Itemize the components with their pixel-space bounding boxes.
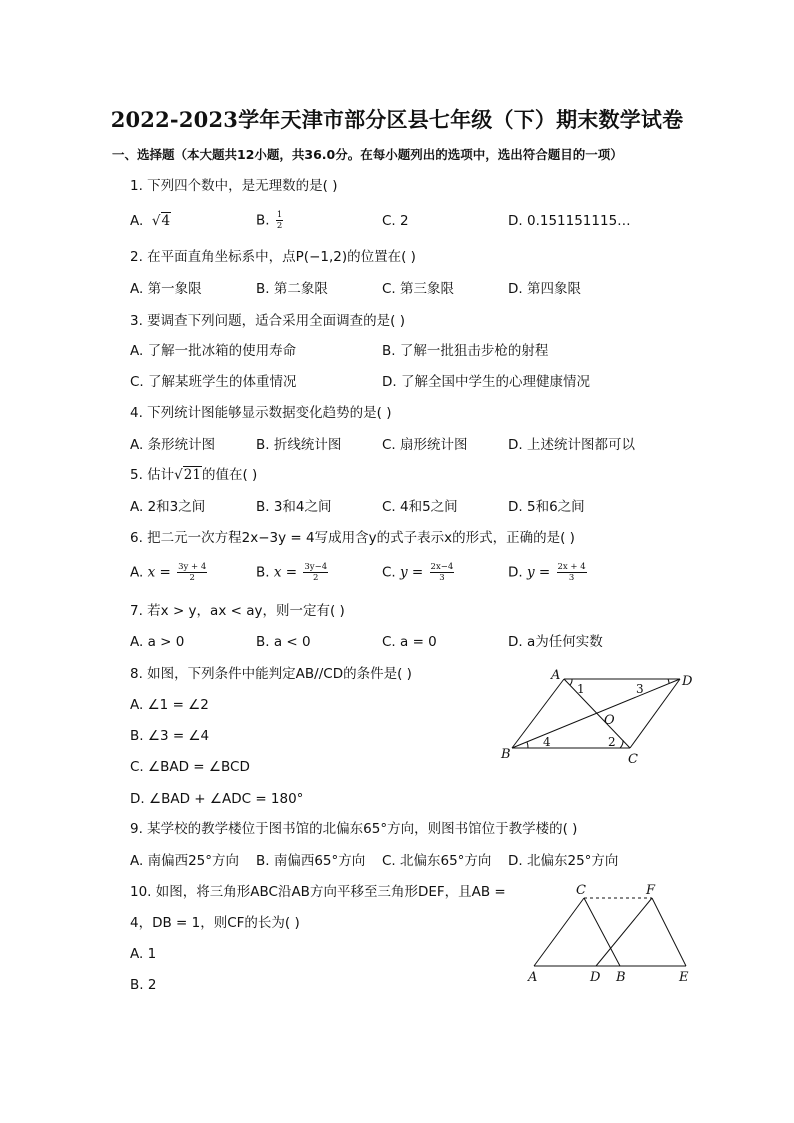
fraction: $\frac{2x-4}{3}$	[430, 562, 454, 583]
q2-option-d: D. 第四象限	[508, 281, 581, 297]
angle-label-2: 2	[608, 735, 616, 749]
q1-option-a: A. √4	[130, 213, 171, 229]
label-c: C	[576, 883, 586, 898]
angle-label-3: 3	[636, 682, 644, 696]
label-a: A	[551, 668, 561, 683]
parallelogram-figure	[498, 664, 702, 770]
question-4-stem: 4. 下列统计图能够显示数据变化趋势的是( )	[130, 405, 392, 421]
translation-figure	[520, 878, 698, 986]
fraction: $\frac{3y + 4}{2}$	[178, 562, 207, 583]
question-7-stem: 7. 若x > y，ax < ay，则一定有( )	[130, 603, 345, 619]
sqrt-expression: √4	[147, 213, 171, 229]
question-10-stem-line-2: 4，DB = 1，则CF的长为( )	[130, 915, 300, 931]
sqrt-expression: √21	[174, 467, 201, 483]
q9-option-b: B. 南偏西65°方向	[256, 853, 366, 869]
q1-option-c: C. 2	[382, 213, 409, 229]
q7-option-b: B. a < 0	[256, 634, 311, 650]
q2-option-b: B. 第二象限	[256, 281, 328, 297]
q10-option-b: B. 2	[130, 977, 157, 993]
q4-option-c: C. 扇形统计图	[382, 437, 468, 453]
label-f: F	[646, 883, 656, 898]
question-6-stem: 6. 把二元一次方程2x−3y = 4写成用含y的式子表示x的形式，正确的是( )	[130, 530, 575, 546]
label-c: C	[628, 752, 638, 767]
q5-option-a: A. 2和3之间	[130, 499, 206, 515]
label-d: D	[682, 674, 693, 689]
q3-option-d: D. 了解全国中学生的心理健康情况	[382, 374, 590, 390]
q8-option-d: D. ∠BAD + ∠ADC = 180°	[130, 791, 304, 807]
q8-option-c: C. ∠BAD = ∠BCD	[130, 759, 250, 775]
label-e: E	[679, 970, 689, 985]
q2-option-a: A. 第一象限	[130, 281, 202, 297]
q7-option-d: D. a为任何实数	[508, 634, 603, 650]
fraction: $\frac{3y-4}{2}$	[304, 562, 328, 583]
fraction: $\frac{1}{2}$	[276, 210, 283, 231]
angle-label-4: 4	[543, 735, 551, 749]
label-d: D	[590, 970, 601, 985]
label-o: O	[604, 713, 615, 728]
q1-option-d: D. 0.151151115…	[508, 213, 631, 229]
label-b: B	[501, 747, 511, 762]
fraction: $\frac{2x + 4}{3}$	[557, 562, 586, 583]
q6-option-c: C. y = $\frac{2x-4}{3}$	[382, 562, 454, 583]
q4-option-d: D. 上述统计图都可以	[508, 437, 635, 453]
question-5-stem: 5. 估计√21的值在( )	[130, 467, 258, 483]
q4-option-a: A. 条形统计图	[130, 437, 216, 453]
page-title: 2022-2023学年天津市部分区县七年级（下）期末数学试卷	[110, 107, 684, 132]
q5-option-c: C. 4和5之间	[382, 499, 458, 515]
section-heading: 一、选择题（本大题共12小题，共36.0分。在每小题列出的选项中，选出符合题目的一项）	[112, 147, 623, 162]
question-3-stem: 3. 要调查下列问题，适合采用全面调查的是( )	[130, 313, 405, 329]
q2-option-c: C. 第三象限	[382, 281, 455, 297]
question-8-stem: 8. 如图，下列条件中能判定AB//CD的条件是( )	[130, 666, 412, 682]
q6-option-d: D. y = $\frac{2x + 4}{3}$	[508, 562, 586, 583]
label-a: A	[528, 970, 538, 985]
question-9-stem: 9. 某学校的教学楼位于图书馆的北偏东65°方向，则图书馆位于教学楼的( )	[130, 821, 578, 837]
q9-option-a: A. 南偏西25°方向	[130, 853, 240, 869]
q8-option-a: A. ∠1 = ∠2	[130, 697, 209, 713]
label-b: B	[616, 970, 626, 985]
q10-option-a: A. 1	[130, 946, 157, 962]
angle-label-1: 1	[577, 682, 585, 696]
q4-option-b: B. 折线统计图	[256, 437, 342, 453]
q3-option-a: A. 了解一批冰箱的使用寿命	[130, 343, 297, 359]
q1-option-b: B. $\frac{1}{2}$	[256, 210, 283, 231]
q5-option-d: D. 5和6之间	[508, 499, 585, 515]
q6-option-a: A. x = $\frac{3y + 4}{2}$	[130, 562, 207, 583]
q8-option-b: B. ∠3 = ∠4	[130, 728, 210, 744]
question-1-stem: 1. 下列四个数中，是无理数的是( )	[130, 178, 338, 194]
question-2-stem: 2. 在平面直角坐标系中，点P(−1,2)的位置在( )	[130, 249, 416, 265]
q6-option-b: B. x = $\frac{3y-4}{2}$	[256, 562, 328, 583]
q7-option-a: A. a > 0	[130, 634, 185, 650]
q3-option-b: B. 了解一批狙击步枪的射程	[382, 343, 549, 359]
q3-option-c: C. 了解某班学生的体重情况	[130, 374, 297, 390]
q9-option-c: C. 北偏东65°方向	[382, 853, 492, 869]
question-10-stem-line-1: 10. 如图，将三角形ABC沿AB方向平移至三角形DEF，且AB =	[130, 884, 506, 900]
q5-option-b: B. 3和4之间	[256, 499, 332, 515]
q9-option-d: D. 北偏东25°方向	[508, 853, 619, 869]
q7-option-c: C. a = 0	[382, 634, 437, 650]
